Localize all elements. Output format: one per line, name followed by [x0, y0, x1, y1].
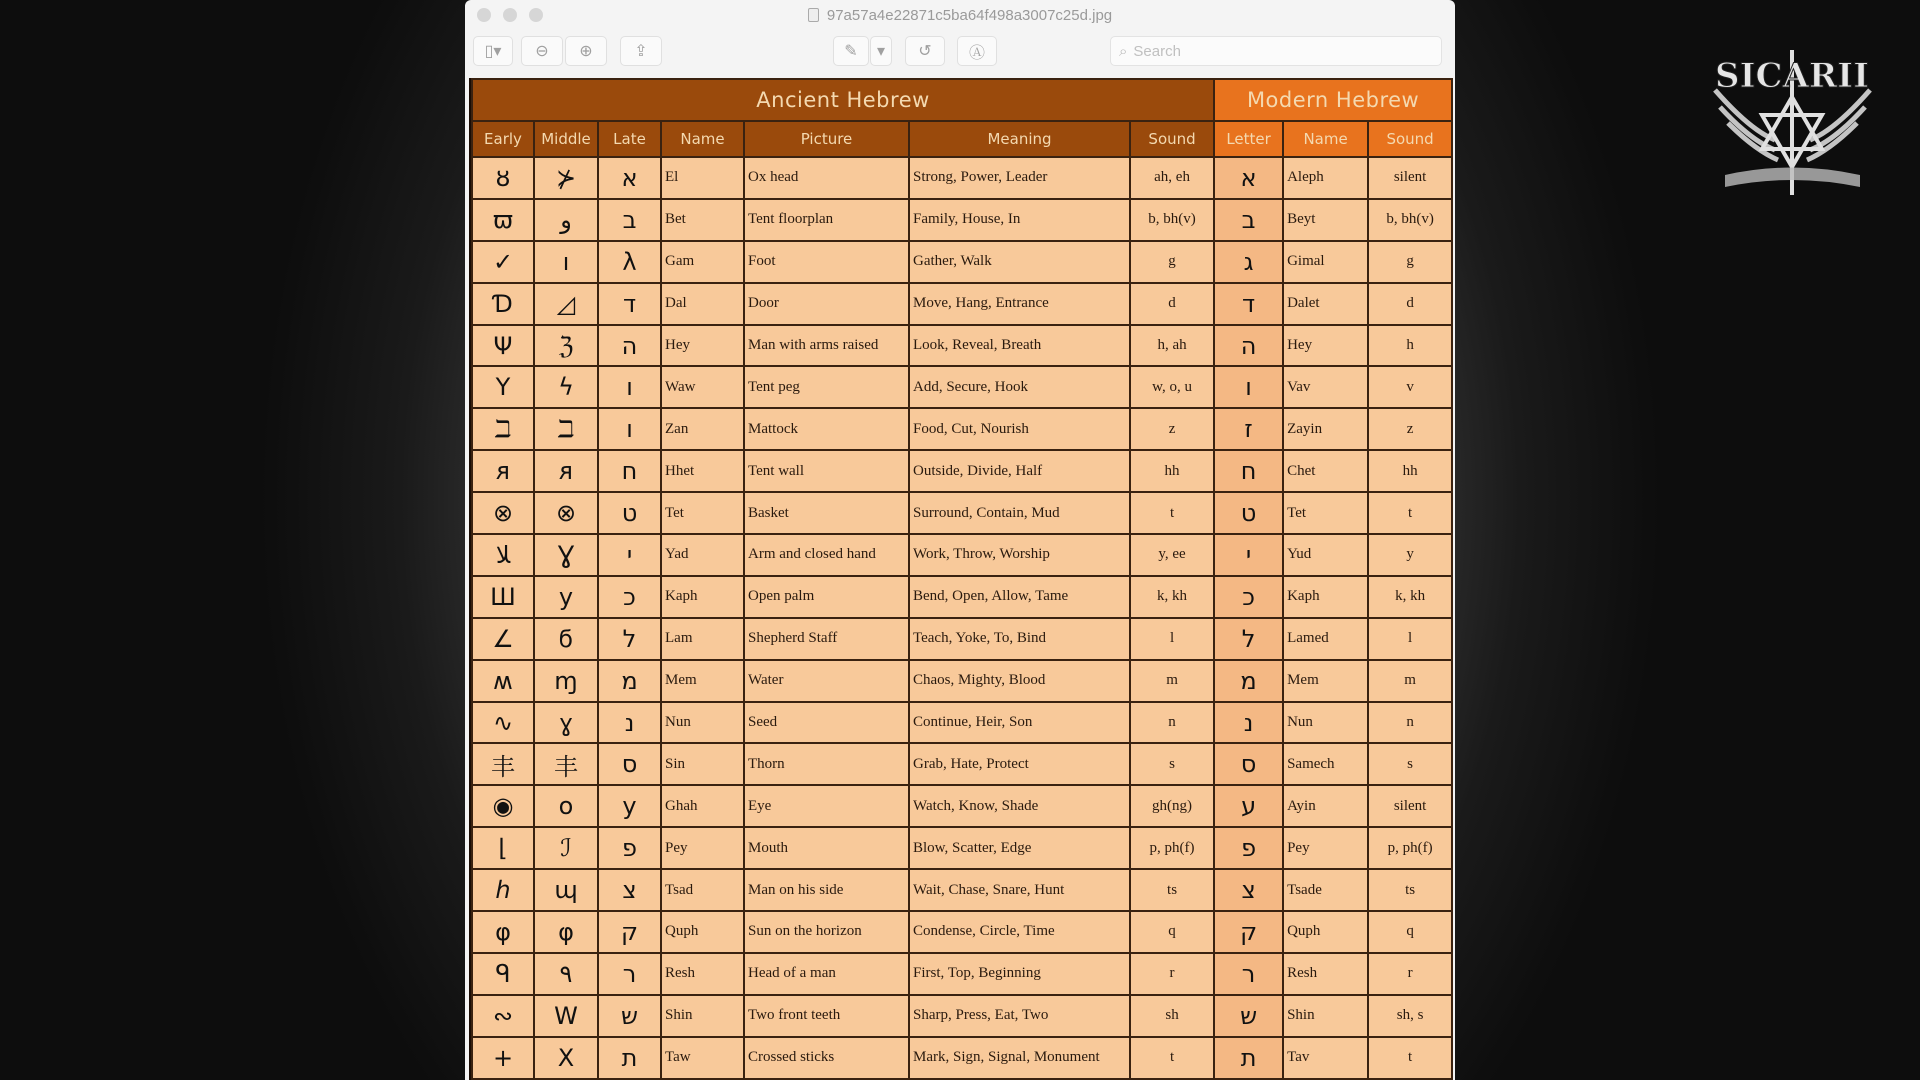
ancient-sound-cell: d — [1130, 283, 1214, 325]
modern-letter-cell: ב — [1214, 199, 1283, 241]
modern-letter-cell: ט — [1214, 492, 1283, 534]
middle-glyph-cell: ᴙ — [534, 450, 598, 492]
column-header-late: Late — [598, 121, 661, 157]
ancient-sound-cell: hh — [1130, 450, 1214, 492]
late-glyph-cell: ש — [598, 995, 661, 1037]
modern-sound-cell: d — [1368, 283, 1452, 325]
modern-sound-cell: l — [1368, 618, 1452, 660]
markup-dropdown-button[interactable]: ▾ — [870, 36, 892, 66]
picture-cell: Foot — [744, 241, 909, 283]
ancient-name-cell: Quph — [661, 911, 744, 953]
early-glyph-cell: ◉ — [472, 785, 534, 827]
early-glyph-cell: ∾ — [472, 995, 534, 1037]
modern-name-cell: Aleph — [1283, 157, 1368, 199]
column-header-middle: Middle — [534, 121, 598, 157]
middle-glyph-cell: ɣ — [534, 702, 598, 744]
meaning-cell: Family, House, In — [909, 199, 1130, 241]
late-glyph-cell: מ — [598, 660, 661, 702]
early-glyph-cell: ʍ — [472, 660, 534, 702]
late-glyph-cell: פ — [598, 827, 661, 869]
modern-sound-cell: silent — [1368, 785, 1452, 827]
window-title: 97a57a4e22871c5ba64f498a3007c25d.jpg — [826, 6, 1113, 24]
late-glyph-cell: ר — [598, 953, 661, 995]
middle-glyph-cell: φ — [534, 911, 598, 953]
table-row — [472, 995, 1452, 1037]
table-row — [472, 408, 1452, 450]
modern-name-cell: Tav — [1283, 1037, 1368, 1079]
picture-cell: Mouth — [744, 827, 909, 869]
late-glyph-cell: כ — [598, 576, 661, 618]
late-glyph-cell: ס — [598, 743, 661, 785]
early-glyph-cell: ﻼ — [472, 534, 534, 576]
ancient-name-cell: Gam — [661, 241, 744, 283]
picture-cell: Mattock — [744, 408, 909, 450]
ancient-name-cell: Tet — [661, 492, 744, 534]
middle-glyph-cell: W — [534, 995, 598, 1037]
picture-cell: Man on his side — [744, 869, 909, 911]
modern-letter-cell: ו — [1214, 366, 1283, 408]
modern-sound-cell: ts — [1368, 869, 1452, 911]
meaning-cell: Work, Throw, Worship — [909, 534, 1130, 576]
table-row — [472, 450, 1452, 492]
ancient-name-cell: El — [661, 157, 744, 199]
table-row — [472, 492, 1452, 534]
modern-letter-cell: א — [1214, 157, 1283, 199]
meaning-cell: Mark, Sign, Signal, Monument — [909, 1037, 1130, 1079]
sidebar-toggle-button[interactable]: ▯▾ — [473, 36, 513, 66]
middle-glyph-cell: ו — [534, 241, 598, 283]
middle-glyph-cell: o — [534, 785, 598, 827]
late-glyph-cell: ק — [598, 911, 661, 953]
modern-name-cell: Kaph — [1283, 576, 1368, 618]
late-glyph-cell: λ — [598, 241, 661, 283]
early-glyph-cell: ℎ — [472, 869, 534, 911]
ancient-sound-cell: z — [1130, 408, 1214, 450]
early-glyph-cell: ᑫ — [472, 953, 534, 995]
table-row — [472, 785, 1452, 827]
middle-glyph-cell: ℐ — [534, 827, 598, 869]
picture-cell: Two front teeth — [744, 995, 909, 1037]
ancient-name-cell: Shin — [661, 995, 744, 1037]
ancient-sound-cell: q — [1130, 911, 1214, 953]
modern-letter-cell: ק — [1214, 911, 1283, 953]
ancient-sound-cell: h, ah — [1130, 325, 1214, 367]
early-glyph-cell: ᴙ — [472, 450, 534, 492]
ancient-name-cell: Yad — [661, 534, 744, 576]
minimize-button[interactable] — [503, 8, 517, 22]
early-glyph-cell: ∿ — [472, 702, 534, 744]
ancient-sound-cell: gh(ng) — [1130, 785, 1214, 827]
picture-cell: Tent wall — [744, 450, 909, 492]
middle-glyph-cell: ℨ — [534, 325, 598, 367]
middle-glyph-cell: ℶ — [534, 408, 598, 450]
early-glyph-cell: ⊗ — [472, 492, 534, 534]
modern-name-cell: Hey — [1283, 325, 1368, 367]
modern-name-cell: Pey — [1283, 827, 1368, 869]
ancient-name-cell: Nun — [661, 702, 744, 744]
middle-glyph-cell: و — [534, 199, 598, 241]
table-row — [472, 953, 1452, 995]
table-row — [472, 869, 1452, 911]
title-bar — [465, 0, 1455, 30]
modern-letter-cell: ג — [1214, 241, 1283, 283]
modern-sound-cell: t — [1368, 492, 1452, 534]
ancient-sound-cell: n — [1130, 702, 1214, 744]
modern-sound-cell: m — [1368, 660, 1452, 702]
markup-pen-button[interactable]: ✎ — [833, 36, 869, 66]
ancient-name-cell: Pey — [661, 827, 744, 869]
middle-glyph-cell: y — [534, 576, 598, 618]
early-glyph-cell: Ɗ — [472, 283, 534, 325]
modern-letter-cell: ה — [1214, 325, 1283, 367]
meaning-cell: Blow, Scatter, Edge — [909, 827, 1130, 869]
meaning-cell: Teach, Yoke, To, Bind — [909, 618, 1130, 660]
modern-letter-cell: ת — [1214, 1037, 1283, 1079]
document-icon — [808, 8, 819, 22]
picture-cell: Arm and closed hand — [744, 534, 909, 576]
table-row — [472, 283, 1452, 325]
modern-sound-cell: z — [1368, 408, 1452, 450]
modern-hebrew-header: Modern Hebrew — [1214, 79, 1452, 121]
modern-letter-cell: ח — [1214, 450, 1283, 492]
modern-name-cell: Tet — [1283, 492, 1368, 534]
logo-text: SICARII — [1715, 56, 1869, 96]
late-glyph-cell: ו — [598, 366, 661, 408]
meaning-cell: Strong, Power, Leader — [909, 157, 1130, 199]
ancient-sound-cell: r — [1130, 953, 1214, 995]
modern-name-cell: Beyt — [1283, 199, 1368, 241]
early-glyph-cell: ⌊ — [472, 827, 534, 869]
late-glyph-cell: ו — [598, 408, 661, 450]
picture-cell: Basket — [744, 492, 909, 534]
modern-sound-cell: g — [1368, 241, 1452, 283]
search-input[interactable] — [1133, 43, 1413, 60]
zoom-button[interactable] — [529, 8, 543, 22]
ancient-sound-cell: s — [1130, 743, 1214, 785]
search-field[interactable] — [1110, 36, 1442, 66]
meaning-cell: Add, Secure, Hook — [909, 366, 1130, 408]
early-glyph-cell: Ψ — [472, 325, 534, 367]
picture-cell: Tent floorplan — [744, 199, 909, 241]
modern-sound-cell: b, bh(v) — [1368, 199, 1452, 241]
ancient-sound-cell: m — [1130, 660, 1214, 702]
picture-cell: Tent peg — [744, 366, 909, 408]
meaning-cell: Grab, Hate, Protect — [909, 743, 1130, 785]
picture-cell: Ox head — [744, 157, 909, 199]
meaning-cell: Move, Hang, Entrance — [909, 283, 1130, 325]
column-header-sound-modern: Sound — [1368, 121, 1452, 157]
middle-glyph-cell: ⊁ — [534, 157, 598, 199]
picture-cell: Sun on the horizon — [744, 911, 909, 953]
modern-name-cell: Tsade — [1283, 869, 1368, 911]
ancient-name-cell: Lam — [661, 618, 744, 660]
middle-glyph-cell: 丰 — [534, 743, 598, 785]
modern-sound-cell: silent — [1368, 157, 1452, 199]
meaning-cell: First, Top, Beginning — [909, 953, 1130, 995]
early-glyph-cell: ∠ — [472, 618, 534, 660]
modern-letter-cell: ז — [1214, 408, 1283, 450]
modern-name-cell: Mem — [1283, 660, 1368, 702]
window-controls — [477, 8, 543, 22]
zoom-out-button[interactable]: ⊖ — [521, 36, 563, 66]
early-glyph-cell: ȣ — [472, 157, 534, 199]
ancient-name-cell: Hhet — [661, 450, 744, 492]
ancient-sound-cell: w, o, u — [1130, 366, 1214, 408]
early-glyph-cell: ✓ — [472, 241, 534, 283]
table-row — [472, 366, 1452, 408]
table-row — [472, 241, 1452, 283]
ancient-name-cell: Zan — [661, 408, 744, 450]
modern-name-cell: Chet — [1283, 450, 1368, 492]
ancient-name-cell: Mem — [661, 660, 744, 702]
modern-name-cell: Zayin — [1283, 408, 1368, 450]
meaning-cell: Food, Cut, Nourish — [909, 408, 1130, 450]
late-glyph-cell: ת — [598, 1037, 661, 1079]
column-header-meaning: Meaning — [909, 121, 1130, 157]
ancient-name-cell: Tsad — [661, 869, 744, 911]
meaning-cell: Bend, Open, Allow, Tame — [909, 576, 1130, 618]
modern-sound-cell: k, kh — [1368, 576, 1452, 618]
annotate-button[interactable]: Ⓐ — [957, 36, 997, 66]
picture-cell: Door — [744, 283, 909, 325]
picture-cell: Open palm — [744, 576, 909, 618]
modern-sound-cell: q — [1368, 911, 1452, 953]
picture-cell: Thorn — [744, 743, 909, 785]
middle-glyph-cell: ϟ — [534, 366, 598, 408]
column-header-name-modern: Name — [1283, 121, 1368, 157]
ancient-name-cell: Waw — [661, 366, 744, 408]
late-glyph-cell: א — [598, 157, 661, 199]
late-glyph-cell: ל — [598, 618, 661, 660]
modern-name-cell: Resh — [1283, 953, 1368, 995]
ancient-sound-cell: b, bh(v) — [1130, 199, 1214, 241]
table-row — [472, 702, 1452, 744]
middle-glyph-cell: ɰ — [534, 869, 598, 911]
modern-letter-cell: ל — [1214, 618, 1283, 660]
modern-sound-cell: p, ph(f) — [1368, 827, 1452, 869]
table-row — [472, 827, 1452, 869]
modern-letter-cell: נ — [1214, 702, 1283, 744]
ancient-sound-cell: t — [1130, 492, 1214, 534]
modern-letter-cell: פ — [1214, 827, 1283, 869]
late-glyph-cell: ט — [598, 492, 661, 534]
meaning-cell: Watch, Know, Shade — [909, 785, 1130, 827]
ancient-sound-cell: ts — [1130, 869, 1214, 911]
middle-glyph-cell: X — [534, 1037, 598, 1079]
picture-cell: Water — [744, 660, 909, 702]
modern-name-cell: Quph — [1283, 911, 1368, 953]
modern-letter-cell: י — [1214, 534, 1283, 576]
modern-name-cell: Samech — [1283, 743, 1368, 785]
table-row — [472, 325, 1452, 367]
column-header-sound: Sound — [1130, 121, 1214, 157]
modern-sound-cell: v — [1368, 366, 1452, 408]
picture-cell: Eye — [744, 785, 909, 827]
table-row — [472, 618, 1452, 660]
late-glyph-cell: י — [598, 534, 661, 576]
column-header-early: Early — [472, 121, 534, 157]
share-button[interactable]: ⇪ — [620, 36, 662, 66]
ancient-sound-cell: t — [1130, 1037, 1214, 1079]
table-row — [472, 1037, 1452, 1079]
modern-sound-cell: y — [1368, 534, 1452, 576]
late-glyph-cell: ה — [598, 325, 661, 367]
ancient-name-cell: Sin — [661, 743, 744, 785]
meaning-cell: Condense, Circle, Time — [909, 911, 1130, 953]
early-glyph-cell: ϖ — [472, 199, 534, 241]
ancient-name-cell: Kaph — [661, 576, 744, 618]
modern-sound-cell: n — [1368, 702, 1452, 744]
table-row — [472, 576, 1452, 618]
modern-name-cell: Vav — [1283, 366, 1368, 408]
meaning-cell: Continue, Heir, Son — [909, 702, 1130, 744]
early-glyph-cell: ℶ — [472, 408, 534, 450]
hebrew-alphabet-chart — [469, 78, 1453, 1080]
middle-glyph-cell: ⊗ — [534, 492, 598, 534]
ancient-name-cell: Ghah — [661, 785, 744, 827]
ancient-name-cell: Taw — [661, 1037, 744, 1079]
ancient-sound-cell: y, ee — [1130, 534, 1214, 576]
early-glyph-cell: + — [472, 1037, 534, 1079]
ancient-sound-cell: sh — [1130, 995, 1214, 1037]
middle-glyph-cell: Ɣ — [534, 534, 598, 576]
modern-sound-cell: hh — [1368, 450, 1452, 492]
modern-sound-cell: sh, s — [1368, 995, 1452, 1037]
modern-letter-cell: ש — [1214, 995, 1283, 1037]
picture-cell: Shepherd Staff — [744, 618, 909, 660]
meaning-cell: Outside, Divide, Half — [909, 450, 1130, 492]
modern-sound-cell: r — [1368, 953, 1452, 995]
ancient-name-cell: Resh — [661, 953, 744, 995]
rotate-button[interactable]: ↺ — [905, 36, 945, 66]
meaning-cell: Chaos, Mighty, Blood — [909, 660, 1130, 702]
ancient-name-cell: Dal — [661, 283, 744, 325]
table-row — [472, 743, 1452, 785]
picture-cell: Crossed sticks — [744, 1037, 909, 1079]
early-glyph-cell: φ — [472, 911, 534, 953]
modern-name-cell: Dalet — [1283, 283, 1368, 325]
modern-sound-cell: t — [1368, 1037, 1452, 1079]
middle-glyph-cell: ɱ — [534, 660, 598, 702]
modern-sound-cell: h — [1368, 325, 1452, 367]
modern-name-cell: Nun — [1283, 702, 1368, 744]
close-button[interactable] — [477, 8, 491, 22]
meaning-cell: Wait, Chase, Snare, Hunt — [909, 869, 1130, 911]
alphabet-table — [471, 78, 1453, 1080]
modern-sound-cell: s — [1368, 743, 1452, 785]
late-glyph-cell: נ — [598, 702, 661, 744]
column-header-letter-modern: Letter — [1214, 121, 1283, 157]
late-glyph-cell: ב — [598, 199, 661, 241]
column-header-picture: Picture — [744, 121, 909, 157]
toolbar — [465, 30, 1455, 76]
modern-letter-cell: צ — [1214, 869, 1283, 911]
modern-letter-cell: מ — [1214, 660, 1283, 702]
meaning-cell: Sharp, Press, Eat, Two — [909, 995, 1130, 1037]
middle-glyph-cell: ٩ — [534, 953, 598, 995]
table-row — [472, 660, 1452, 702]
early-glyph-cell: 丰 — [472, 743, 534, 785]
meaning-cell: Surround, Contain, Mud — [909, 492, 1130, 534]
search-icon: ⌕ — [1119, 42, 1128, 60]
modern-letter-cell: ס — [1214, 743, 1283, 785]
late-glyph-cell: ח — [598, 450, 661, 492]
ancient-sound-cell: k, kh — [1130, 576, 1214, 618]
table-row — [472, 534, 1452, 576]
zoom-in-button[interactable]: ⊕ — [565, 36, 607, 66]
ancient-hebrew-header: Ancient Hebrew — [472, 79, 1214, 121]
modern-letter-cell: ד — [1214, 283, 1283, 325]
ancient-sound-cell: l — [1130, 618, 1214, 660]
ancient-sound-cell: g — [1130, 241, 1214, 283]
column-header-name: Name — [661, 121, 744, 157]
picture-cell: Seed — [744, 702, 909, 744]
modern-name-cell: Ayin — [1283, 785, 1368, 827]
table-row — [472, 199, 1452, 241]
table-row — [472, 157, 1452, 199]
ancient-sound-cell: ah, eh — [1130, 157, 1214, 199]
late-glyph-cell: y — [598, 785, 661, 827]
ancient-name-cell: Bet — [661, 199, 744, 241]
modern-name-cell: Gimal — [1283, 241, 1368, 283]
middle-glyph-cell: ◿ — [534, 283, 598, 325]
modern-letter-cell: כ — [1214, 576, 1283, 618]
modern-letter-cell: ע — [1214, 785, 1283, 827]
sicarii-logo — [1700, 45, 1885, 205]
early-glyph-cell: Ш — [472, 576, 534, 618]
meaning-cell: Gather, Walk — [909, 241, 1130, 283]
early-glyph-cell: Y — [472, 366, 534, 408]
late-glyph-cell: ד — [598, 283, 661, 325]
table-row — [472, 911, 1452, 953]
modern-letter-cell: ר — [1214, 953, 1283, 995]
picture-cell: Man with arms raised — [744, 325, 909, 367]
modern-name-cell: Lamed — [1283, 618, 1368, 660]
middle-glyph-cell: ϭ — [534, 618, 598, 660]
late-glyph-cell: צ — [598, 869, 661, 911]
modern-name-cell: Yud — [1283, 534, 1368, 576]
ancient-sound-cell: p, ph(f) — [1130, 827, 1214, 869]
picture-cell: Head of a man — [744, 953, 909, 995]
preview-window — [465, 0, 1455, 1080]
modern-name-cell: Shin — [1283, 995, 1368, 1037]
ancient-name-cell: Hey — [661, 325, 744, 367]
meaning-cell: Look, Reveal, Breath — [909, 325, 1130, 367]
